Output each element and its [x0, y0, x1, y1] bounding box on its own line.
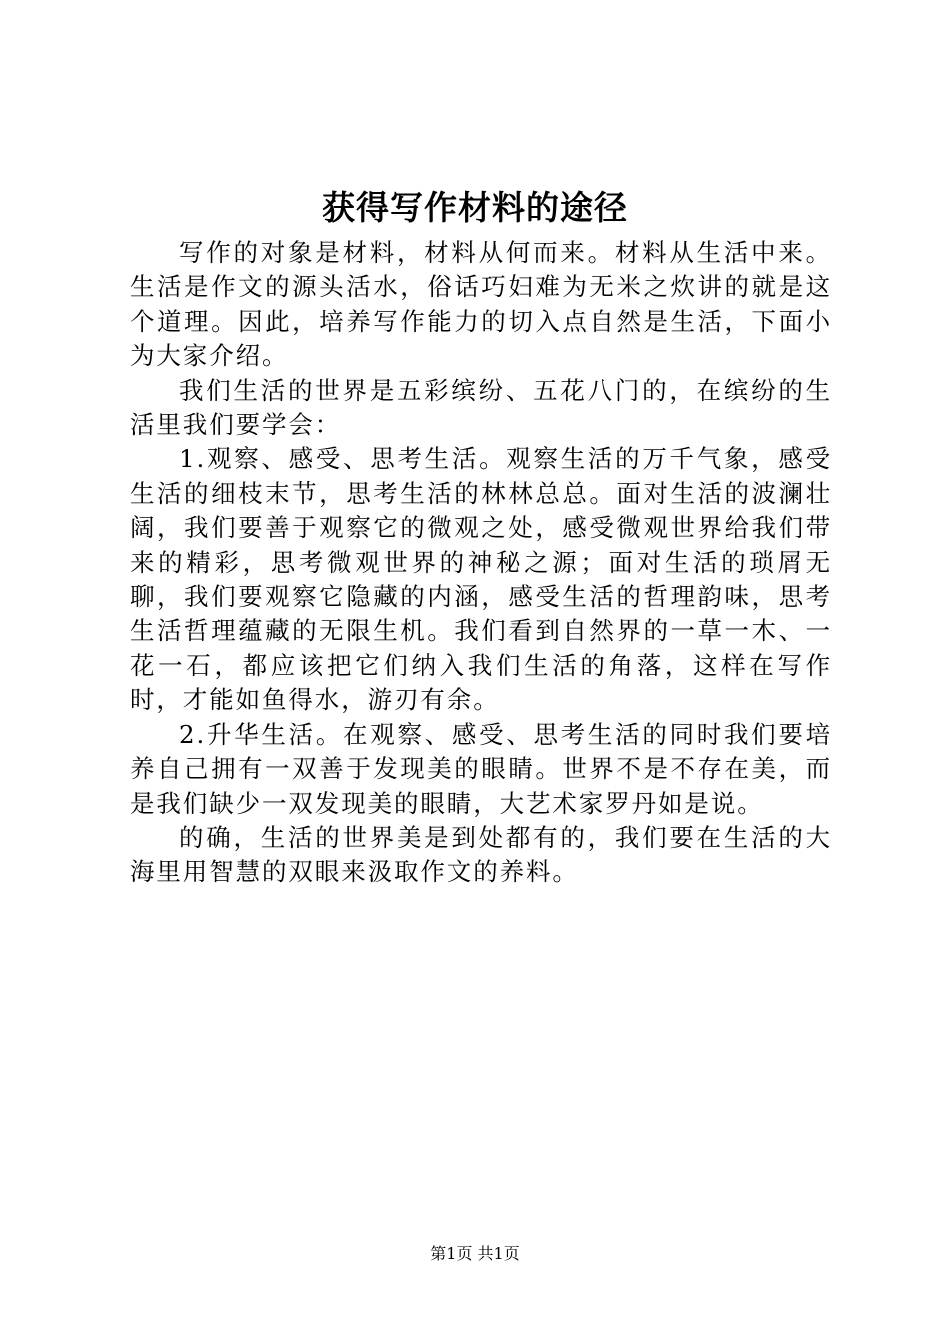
- document-title: 获得写作材料的途径: [322, 188, 628, 227]
- paragraph-conclusion: 的确，生活的世界美是到处都有的，我们要在生活的大海里用智慧的双眼来汲取作文的养料。: [130, 822, 832, 887]
- paragraph-world: 我们生活的世界是五彩缤纷、五花八门的，在缤纷的生活里我们要学会：: [130, 375, 832, 440]
- page-footer: 第1页 共1页: [430, 1244, 520, 1263]
- paragraph-intro: 写作的对象是材料，材料从何而来。材料从生活中来。生活是作文的源头活水，俗话巧妇难为无米之炊讲的就是这个道理。因此，培养写作能力的切入点自然是生活，下面小为大家介绍。: [130, 238, 832, 371]
- paragraph-point-2: 2.升华生活。在观察、感受、思考生活的同时我们要培养自己拥有一双善于发现美的眼睛。世界不是不存在美，而是我们缺少一双发现美的眼睛，大艺术家罗丹如是说。: [130, 719, 832, 818]
- paragraph-point-1: 1.观察、感受、思考生活。观察生活的万千气象，感受生活的细枝末节，思考生活的林林总总。面对生活的波澜壮阔，我们要善于观察它的微观之处，感受微观世界给我们带来的精彩，思考微观世界的神秘之源；面对生活的琐屑无聊，我们要观察它隐藏的内涵，感受生活的哲理韵味，思考生活哲理蕴藏的无限生机。我们看到自然界的一草一木、一花一石，都应该把它们纳入我们生活的角落，这样在写作时，才能如鱼得水，游刃有余。: [130, 444, 832, 715]
- document-body: [130, 236, 832, 890]
